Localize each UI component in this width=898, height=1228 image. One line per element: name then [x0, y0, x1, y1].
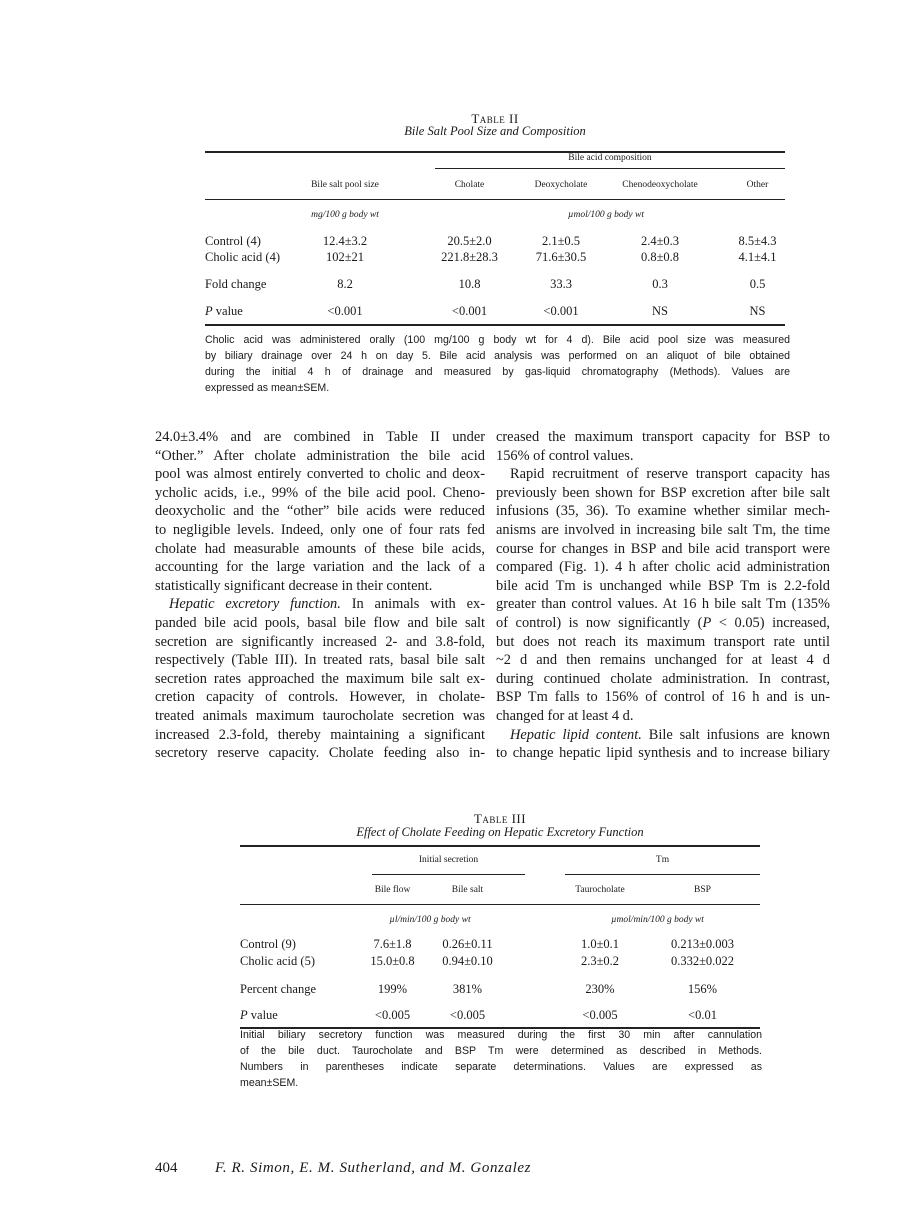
cell: <0.001: [451, 304, 488, 318]
table2-group-rule: [435, 168, 785, 169]
table2-bottom-rule: [205, 324, 785, 326]
row-label-text: value: [212, 304, 243, 318]
table2-group-header: Bile acid composition: [568, 153, 652, 163]
table2: [205, 140, 785, 330]
text-line: respectively (Table III). In treated rats, basal bile salt: [155, 652, 485, 669]
units: mg/100 g body wt: [311, 210, 379, 220]
table3-title: Effect of Cholate Feeding on Hepatic Excretory Function: [356, 825, 644, 839]
text-span: Bile salt infusions are known: [641, 726, 831, 743]
row-label: Cholic acid (5): [240, 954, 315, 968]
row-label: Control (9): [240, 937, 296, 951]
text-line: previously been shown for BSP excretion after bile salt: [496, 484, 830, 501]
cell: 71.6±30.5: [535, 250, 587, 264]
cell: 10.8: [458, 277, 481, 291]
col-header: Other: [746, 180, 769, 190]
text-line: infusions (35, 36). To examine whether similar mech-: [496, 503, 830, 520]
text-line: [155, 595, 485, 614]
note-line: mean±SEM.: [240, 1077, 299, 1089]
cell: 221.8±28.3: [441, 250, 498, 264]
table2-label: Table II: [471, 111, 519, 126]
cell: 4.1±4.1: [738, 250, 777, 264]
cell: 0.213±0.003: [670, 937, 735, 951]
text-span: In animals with ex-: [340, 596, 485, 613]
table3-notes: [240, 1027, 762, 1091]
text-line: BSP Tm falls to 156% of control of 16 h and is un-: [496, 689, 830, 706]
row-label-text: value: [247, 1008, 278, 1022]
text-line: [496, 726, 830, 745]
section-heading: Hepatic lipid content.: [510, 726, 642, 743]
text-line: to change hepatic lipid synthesis and to increase biliary: [496, 745, 830, 762]
cell: 15.0±0.8: [370, 954, 415, 968]
cell: 0.26±0.11: [442, 937, 493, 951]
text-line: bile acid Tm is unchanged while BSP Tm is 2.2-fold: [496, 577, 830, 594]
text-line: cretion capacity of controls. However, in cholate-: [155, 689, 485, 706]
text-line: “Other.” After cholate administration the bile acid: [155, 447, 485, 464]
text-line: accounting for the large variation and the lack of a: [155, 559, 485, 576]
authors: F. R. Simon, E. M. Sutherland, and M. Gonzalez: [215, 1160, 532, 1176]
table3-label: Table III: [473, 811, 527, 826]
cell: <0.01: [688, 1008, 717, 1022]
table-row: [205, 304, 785, 320]
text-line: course for changes in BSP and bile acid transport were: [496, 540, 830, 557]
cell: 0.8±0.8: [640, 250, 680, 264]
row-label: Control (4): [205, 234, 261, 248]
cell: 230%: [585, 982, 615, 996]
cell: 20.5±2.0: [447, 234, 492, 248]
page-number: 404: [155, 1160, 178, 1176]
row-label: Fold change: [205, 277, 267, 291]
group-rule: [565, 874, 760, 875]
cell: 199%: [377, 982, 408, 996]
cell: <0.005: [582, 1008, 618, 1022]
note-line: during the initial 4 h of drainage and measured by gas-liquid chromatography (Methods). Values are: [205, 366, 790, 378]
text-line: creased the maximum transport capacity for BSP to: [496, 429, 830, 445]
cell: 8.2: [337, 277, 353, 291]
text-line: deoxycholic and the “other” bile acids were reduced: [155, 503, 485, 520]
table2-notes: [205, 332, 790, 396]
table3-header-rule: [240, 904, 760, 905]
cell: NS: [652, 304, 668, 318]
cell: NS: [749, 304, 766, 318]
body-column-left: [155, 428, 485, 763]
note-line: Initial biliary secretory function was measured during the first 30 min after cannulation: [240, 1029, 762, 1041]
text-line: ycholic acids, i.e., 99% of the bile acid pool. Cheno-: [155, 484, 485, 501]
units: µmol/min/100 g body wt: [611, 915, 704, 925]
cell: <0.005: [374, 1008, 411, 1022]
body-column-right: [496, 428, 830, 763]
table-row: [240, 1008, 760, 1024]
table-row: [205, 277, 785, 293]
text-line: statistically significant decrease in their content.: [155, 577, 433, 594]
cell: 0.94±0.10: [442, 954, 493, 968]
table-row: [205, 234, 785, 250]
col-header: Deoxycholate: [534, 180, 588, 190]
text-line: ~2 d and then remains unchanged for at least 4 d: [496, 652, 830, 669]
table2-title: Bile Salt Pool Size and Composition: [404, 124, 586, 138]
table-row: [205, 250, 785, 266]
text-line: secretory reserve capacity. Cholate feeding also in-: [155, 745, 485, 762]
section-heading: Hepatic excretory function.: [169, 596, 341, 613]
cell: 156%: [687, 982, 718, 996]
table3-units-row: [240, 915, 760, 931]
text-line: secretion rates approached the maximum bile salt ex-: [155, 670, 485, 687]
row-label-italic: P: [240, 1008, 248, 1022]
cell: 33.3: [550, 277, 572, 291]
cell: 2.1±0.5: [541, 234, 581, 248]
group-header: Initial secretion: [418, 855, 479, 865]
cell: <0.005: [449, 1008, 486, 1022]
text-line: cholate had measurable amounts of these bile acids,: [155, 540, 485, 557]
text-line: [496, 614, 830, 633]
note-line: Numbers in parentheses indicate separate determinations. Values are expressed as: [240, 1061, 762, 1073]
text-line: during continued cholate administration. In contrast,: [496, 670, 830, 687]
text-line: changed for at least 4 d.: [496, 707, 634, 724]
col-header: Chenodeoxycholate: [622, 180, 698, 190]
row-label: Cholic acid (4): [205, 250, 280, 264]
col-header: Bile salt: [451, 885, 484, 895]
text-line: 24.0±3.4% and are combined in Table II under: [155, 429, 485, 445]
note-line: Cholic acid was administered orally (100 mg/100 g body wt for 4 d). Bile acid pool size was measured: [205, 334, 790, 346]
note-line: of the bile duct. Taurocholate and BSP Tm were determined as described in Methods.: [240, 1045, 762, 1057]
text-line: panded bile acid pools, basal bile flow and bile salt: [155, 614, 485, 631]
cell: 0.5: [749, 277, 766, 291]
cell: 0.332±0.022: [670, 954, 735, 968]
cell: 1.0±0.1: [580, 937, 620, 951]
text-line: increased 2.3-fold, thereby maintaining a significant: [155, 726, 485, 743]
row-label: Percent change: [240, 982, 317, 996]
text-span: < 0.05) increased,: [711, 614, 830, 631]
table-row: [240, 954, 760, 970]
table2-header-rule: [205, 199, 785, 200]
row-label-italic: P: [205, 304, 213, 318]
group-header: Tm: [655, 855, 670, 865]
cell: 7.6±1.8: [373, 937, 412, 951]
row-label: [240, 1008, 355, 1023]
col-header: Bile flow: [374, 885, 411, 895]
col-header: Cholate: [454, 180, 485, 190]
text-line: Rapid recruitment of reserve transport capacity has: [510, 466, 830, 483]
cell: 381%: [452, 982, 483, 996]
note-line: expressed as mean±SEM.: [205, 382, 330, 394]
col-header: Bile salt pool size: [311, 180, 379, 190]
text-line: secretion are significantly increased 2- and 3.8-fold,: [155, 633, 485, 650]
text-line: treated animals maximum taurocholate secretion was: [155, 707, 485, 724]
text-line: greater than control values. At 16 h bile salt Tm (135%: [496, 596, 830, 613]
row-label: [205, 304, 290, 319]
cell: 12.4±3.2: [322, 234, 368, 248]
text-line: but does not reach its maximum transport rate until: [496, 633, 830, 650]
cell: 8.5±4.3: [738, 234, 777, 248]
text-line: compared (Fig. 1). 4 h after cholic acid administration: [496, 559, 830, 576]
table-row: [240, 982, 760, 998]
cell: <0.001: [327, 304, 363, 318]
table2-header-row: [205, 180, 785, 196]
text-line: to negligible levels. Indeed, only one of four rats fed: [155, 521, 485, 538]
cell: <0.001: [543, 304, 579, 318]
cell: 2.3±0.2: [580, 954, 620, 968]
cell: 2.4±0.3: [640, 234, 680, 248]
text-span-italic: P: [702, 614, 712, 631]
cell: 0.3: [652, 277, 668, 291]
table3-header-row: [240, 885, 760, 901]
group-rule: [372, 874, 525, 875]
table3: [240, 840, 760, 1030]
table3-top-rule: [240, 845, 760, 847]
text-line: pool was almost entirely converted to cholic and deox-: [155, 466, 485, 483]
table2-units-row: [205, 210, 785, 226]
col-header: BSP: [694, 885, 711, 895]
units: µl/min/100 g body wt: [389, 915, 471, 925]
table-row: [240, 937, 760, 953]
text-line: 156% of control values.: [496, 447, 634, 464]
text-line: anisms are involved in increasing bile salt Tm, the time: [496, 521, 830, 538]
cell: 102±21: [325, 250, 365, 264]
col-header: Taurocholate: [575, 885, 625, 895]
text-span: of control) is now significantly (: [496, 614, 703, 631]
units: µmol/100 g body wt: [568, 210, 644, 220]
note-line: by biliary drainage over 24 h on day 5. Bile acid analysis was performed on an aliquot of bile obtained: [205, 350, 790, 362]
